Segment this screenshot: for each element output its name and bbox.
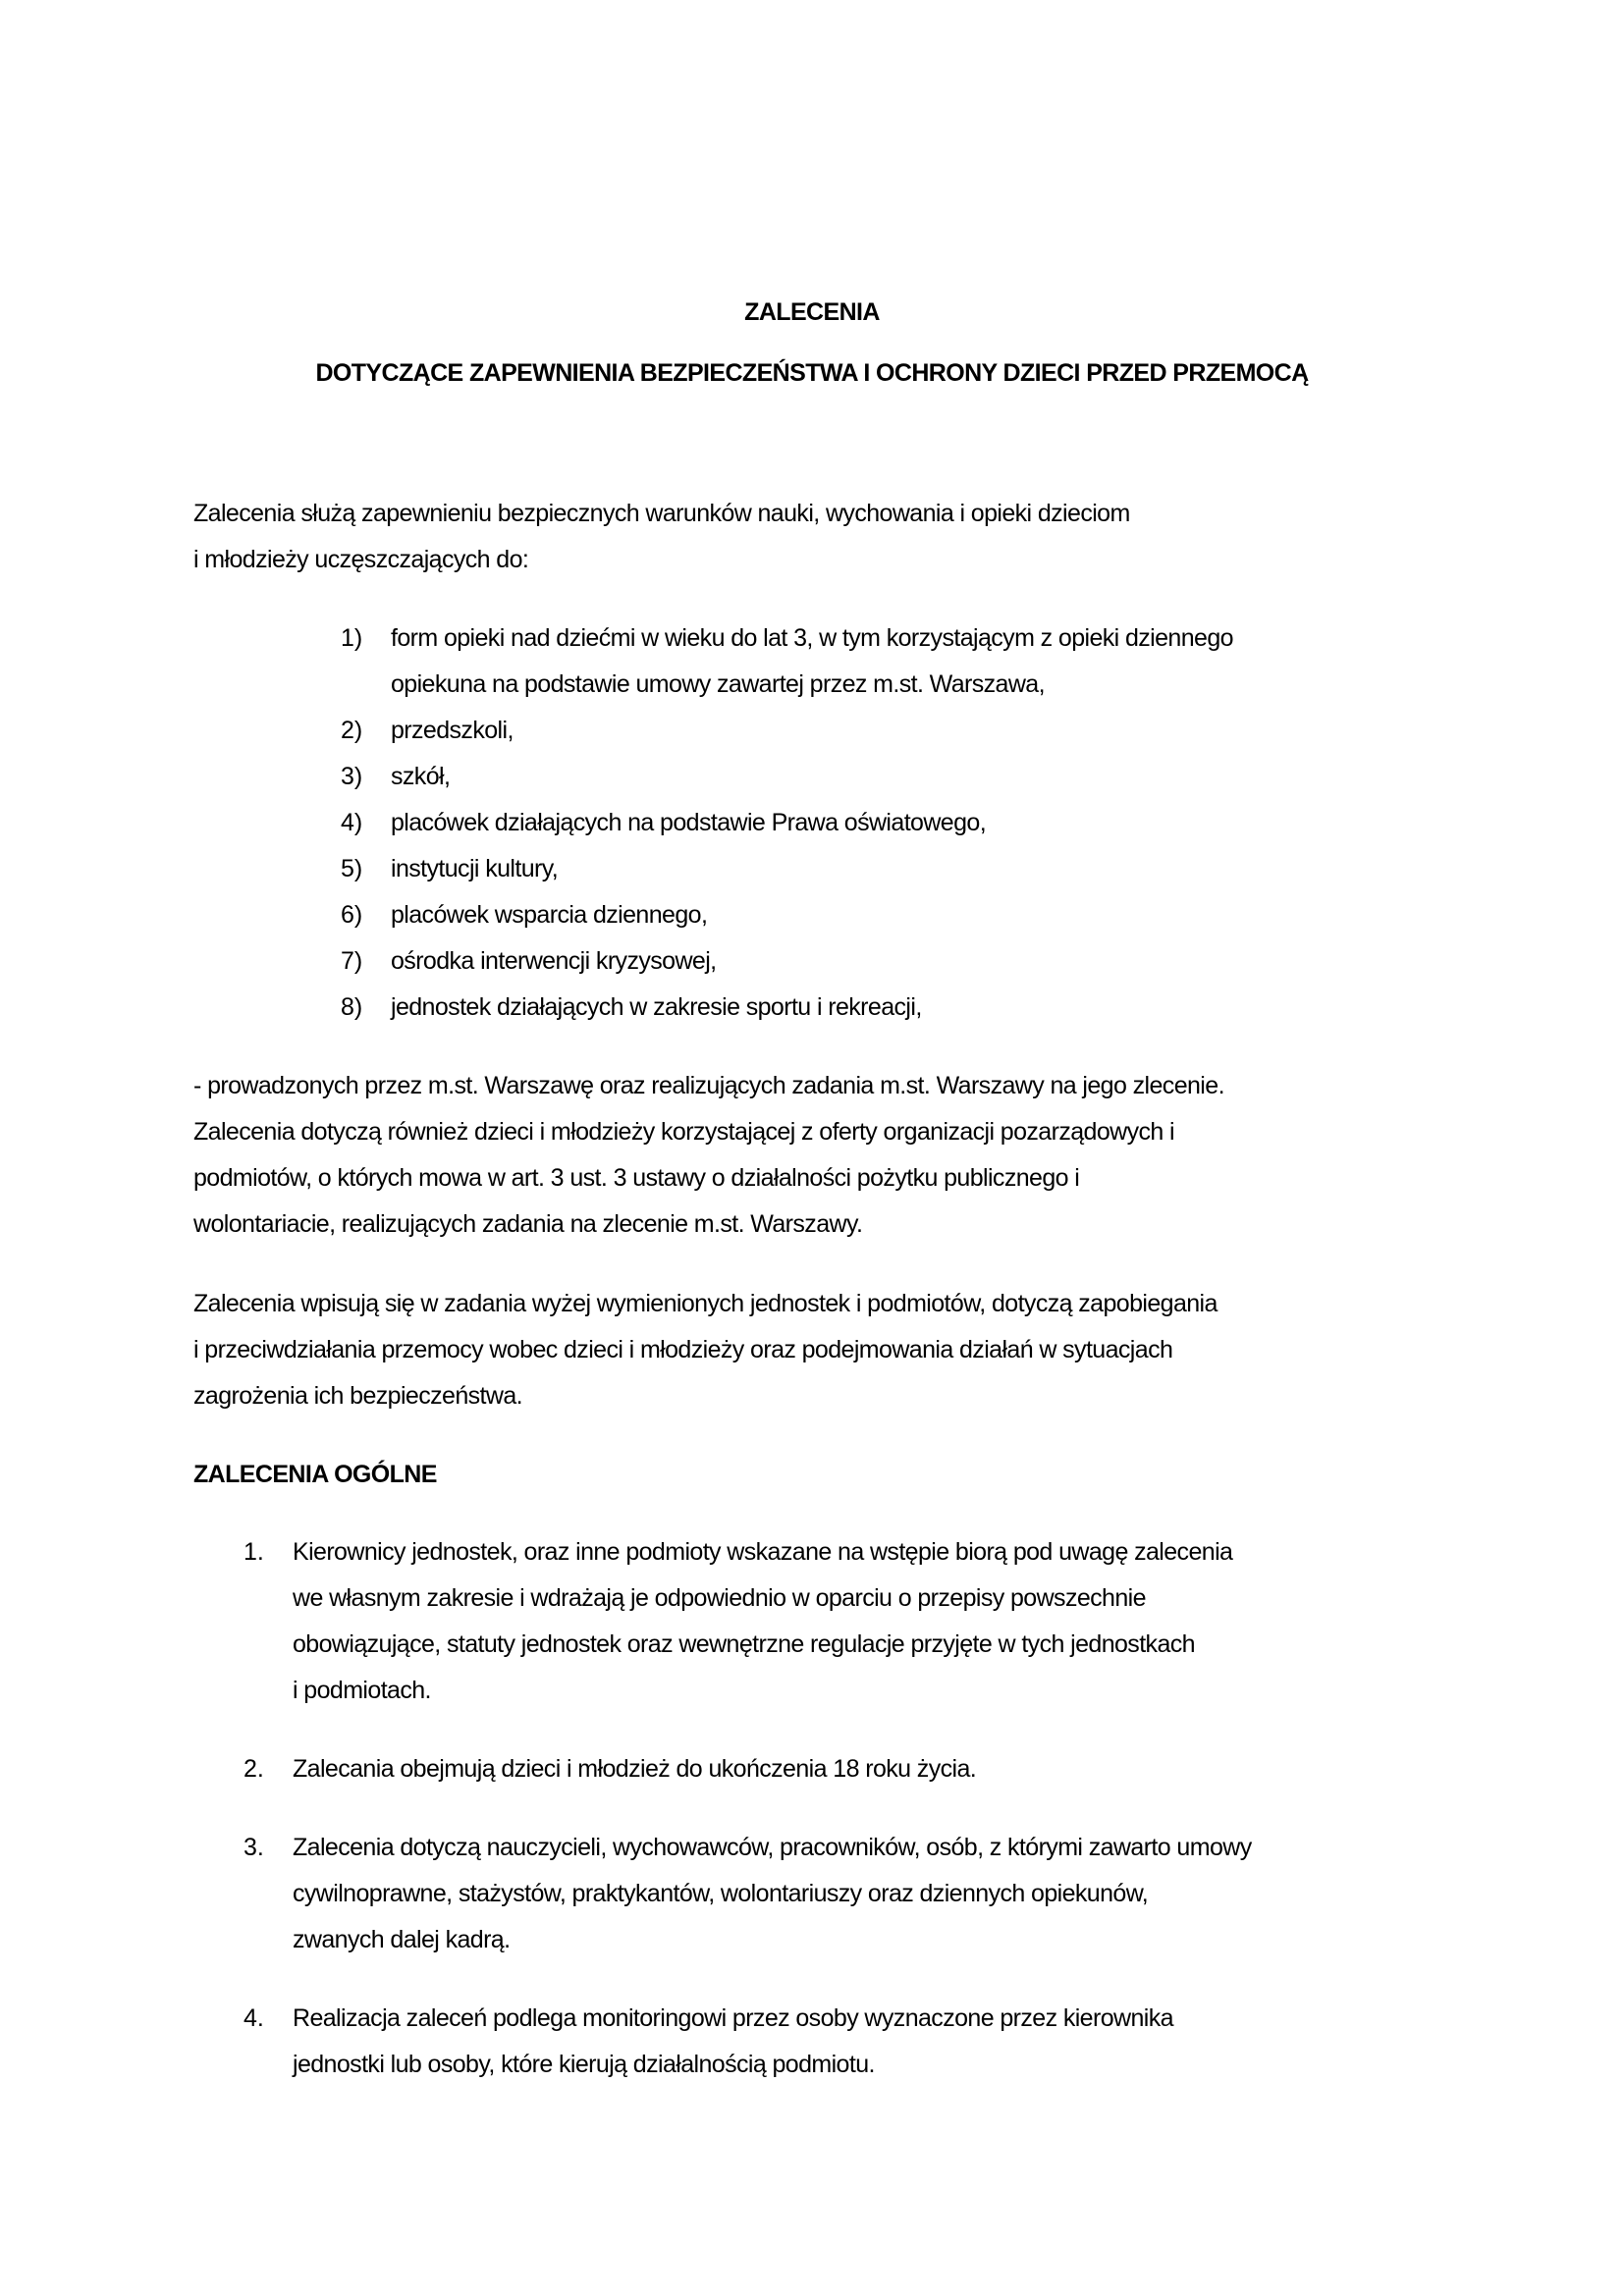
list-number: 1. [244, 1538, 264, 1566]
intro-line: Zalecenia służą zapewnieniu bezpiecznych warunków nauki, wychowania i opieki dzieciom [193, 500, 1130, 527]
list-number: 5) [341, 855, 363, 882]
list-number: 8) [341, 993, 363, 1021]
list-text: form opieki nad dziećmi w wieku do lat 3, w tym korzystającym z opieki dziennego [391, 624, 1233, 652]
list-text: we własnym zakresie i wdrażają je odpowiednio w oparciu o przepisy powszechnie [293, 1584, 1146, 1612]
paragraph-line: Zalecenia wpisują się w zadania wyżej wymienionych jednostek i podmiotów, dotyczą zapobiegania [193, 1290, 1218, 1317]
list-number: 3. [244, 1834, 264, 1861]
list-number: 1) [341, 624, 363, 652]
list-text: Zalecania obejmują dzieci i młodzież do ukończenia 18 roku życia. [293, 1755, 977, 1783]
list-number: 2. [244, 1755, 264, 1783]
list-text: zwanych dalej kadrą. [293, 1926, 511, 1953]
list-text: przedszkoli, [391, 717, 514, 744]
document-subtitle: DOTYCZĄCE ZAPEWNIENIA BEZPIECZEŃSTWA I OCHRONY DZIECI PRZED PRZEMOCĄ [315, 359, 1309, 387]
paragraph-line: podmiotów, o których mowa w art. 3 ust. 3 ustawy o działalności pożytku publicznego i [193, 1164, 1080, 1192]
list-number: 3) [341, 763, 363, 790]
list-text: szkół, [391, 763, 451, 790]
list-text: i podmiotach. [293, 1677, 431, 1704]
list-text: jednostki lub osoby, które kierują działalnością podmiotu. [293, 2051, 875, 2078]
paragraph-line: Zalecenia dotyczą również dzieci i młodzieży korzystającej z oferty organizacji pozarządowych i [193, 1118, 1175, 1146]
document-title: ZALECENIA [744, 298, 880, 326]
list-text: placówek wsparcia dziennego, [391, 901, 708, 929]
paragraph-line: - prowadzonych przez m.st. Warszawę oraz realizujących zadania m.st. Warszawy na jego zlecenie. [193, 1072, 1224, 1099]
list-number: 6) [341, 901, 363, 929]
paragraph-line: zagrożenia ich bezpieczeństwa. [193, 1382, 522, 1410]
list-text: obowiązujące, statuty jednostek oraz wewnętrzne regulacje przyjęte w tych jednostkach [293, 1630, 1195, 1658]
list-text: Kierownicy jednostek, oraz inne podmioty wskazane na wstępie biorą pod uwagę zalecenia [293, 1538, 1233, 1566]
intro-line: i młodzieży uczęszczających do: [193, 546, 529, 573]
list-number: 2) [341, 717, 363, 744]
list-text: placówek działających na podstawie Prawa oświatowego, [391, 809, 987, 836]
list-text: jednostek działających w zakresie sportu i rekreacji, [391, 993, 922, 1021]
list-number: 7) [341, 947, 363, 975]
list-text: Zalecenia dotyczą nauczycieli, wychowawców, pracowników, osób, z którymi zawarto umowy [293, 1834, 1252, 1861]
list-text: opiekuna na podstawie umowy zawartej przez m.st. Warszawa, [391, 670, 1045, 698]
paragraph-line: wolontariacie, realizujących zadania na zlecenie m.st. Warszawy. [193, 1210, 863, 1238]
list-text: ośrodka interwencji kryzysowej, [391, 947, 717, 975]
list-text: cywilnoprawne, stażystów, praktykantów, wolontariuszy oraz dziennych opiekunów, [293, 1880, 1149, 1907]
list-text: instytucji kultury, [391, 855, 559, 882]
list-text: Realizacja zaleceń podlega monitoringowi przez osoby wyznaczone przez kierownika [293, 2004, 1173, 2032]
section-heading: ZALECENIA OGÓLNE [193, 1461, 437, 1488]
list-number: 4. [244, 2004, 264, 2032]
list-number: 4) [341, 809, 363, 836]
paragraph-line: i przeciwdziałania przemocy wobec dzieci i młodzieży oraz podejmowania działań w sytuacjach [193, 1336, 1173, 1363]
